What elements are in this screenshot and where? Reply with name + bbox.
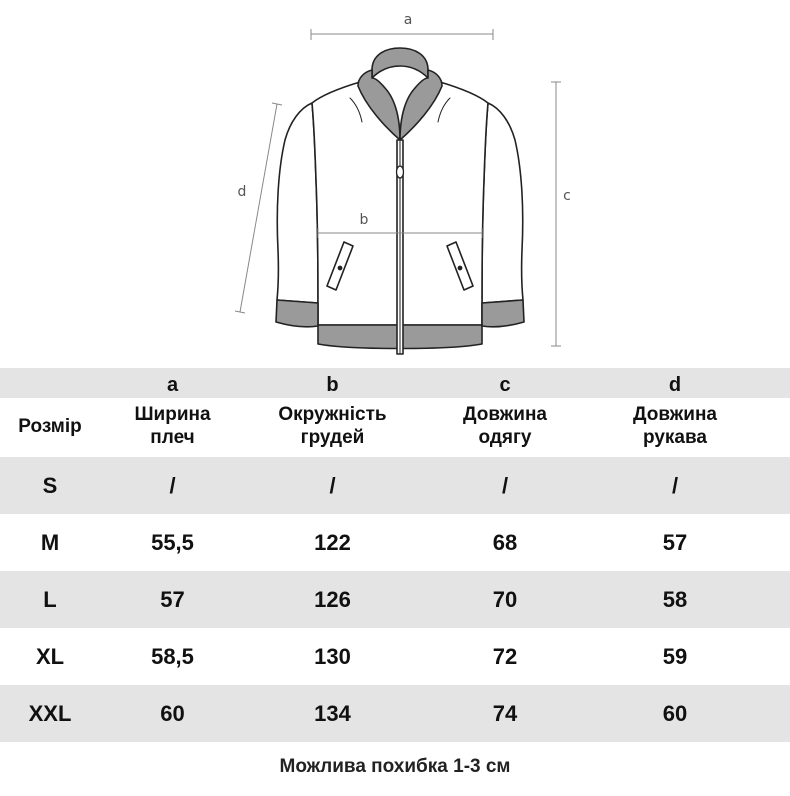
- right-cuff: [482, 300, 524, 327]
- column-header: Окружність грудей: [278, 404, 387, 448]
- right-sleeve: [482, 103, 523, 303]
- size-cell: S: [42, 472, 58, 498]
- value-cell: 57: [662, 529, 688, 555]
- left-cuff: [276, 300, 318, 327]
- value-cell: 70: [492, 586, 518, 612]
- size-cell: L: [43, 586, 57, 612]
- column-header: Довжина одягу: [463, 404, 547, 448]
- value-cell: 68: [492, 529, 518, 555]
- value-cell: 122: [314, 529, 351, 555]
- column-header: Ширина плеч: [134, 404, 211, 448]
- label-a: a: [403, 12, 413, 28]
- value-cell: 55,5: [151, 529, 194, 555]
- size-table: [0, 368, 790, 742]
- size-cell: M: [40, 529, 60, 555]
- value-cell: 58,5: [151, 643, 194, 669]
- value-cell: 74: [492, 700, 518, 726]
- header-letter: b: [326, 374, 339, 396]
- table-row: [0, 628, 790, 685]
- header-labels-row: [0, 398, 790, 454]
- size-cell: XXL: [28, 700, 72, 726]
- size-cell: XL: [35, 643, 65, 669]
- value-cell: /: [671, 472, 679, 498]
- footnote: Можлива похибка 1-3 см: [279, 756, 511, 777]
- value-cell: 59: [662, 643, 688, 669]
- label-d: d: [237, 184, 247, 200]
- value-cell: 130: [314, 643, 351, 669]
- header-letter: c: [499, 374, 511, 396]
- label-c: c: [563, 188, 571, 204]
- table-row: [0, 685, 790, 742]
- value-cell: /: [501, 472, 509, 498]
- header-letter: a: [166, 374, 179, 396]
- value-cell: 134: [314, 700, 351, 726]
- header-letter: d: [668, 374, 682, 396]
- table-row: [0, 457, 790, 514]
- table-row: [0, 571, 790, 628]
- value-cell: 57: [160, 586, 185, 612]
- value-cell: /: [329, 472, 336, 498]
- jacket-diagram: [0, 0, 790, 368]
- value-cell: 126: [314, 586, 351, 612]
- size-column-header: Розмір: [18, 415, 82, 437]
- column-header: Довжина рукава: [633, 404, 717, 448]
- value-cell: 60: [662, 700, 688, 726]
- value-cell: 58: [662, 586, 688, 612]
- value-cell: /: [169, 472, 176, 498]
- label-b: b: [359, 212, 369, 228]
- table-row: [0, 514, 790, 571]
- value-cell: 60: [160, 700, 185, 726]
- header-letters-row: [0, 368, 790, 398]
- left-sleeve: [277, 103, 318, 303]
- collar-back: [372, 48, 428, 78]
- zipper-pull: [397, 166, 404, 178]
- value-cell: 72: [492, 643, 518, 669]
